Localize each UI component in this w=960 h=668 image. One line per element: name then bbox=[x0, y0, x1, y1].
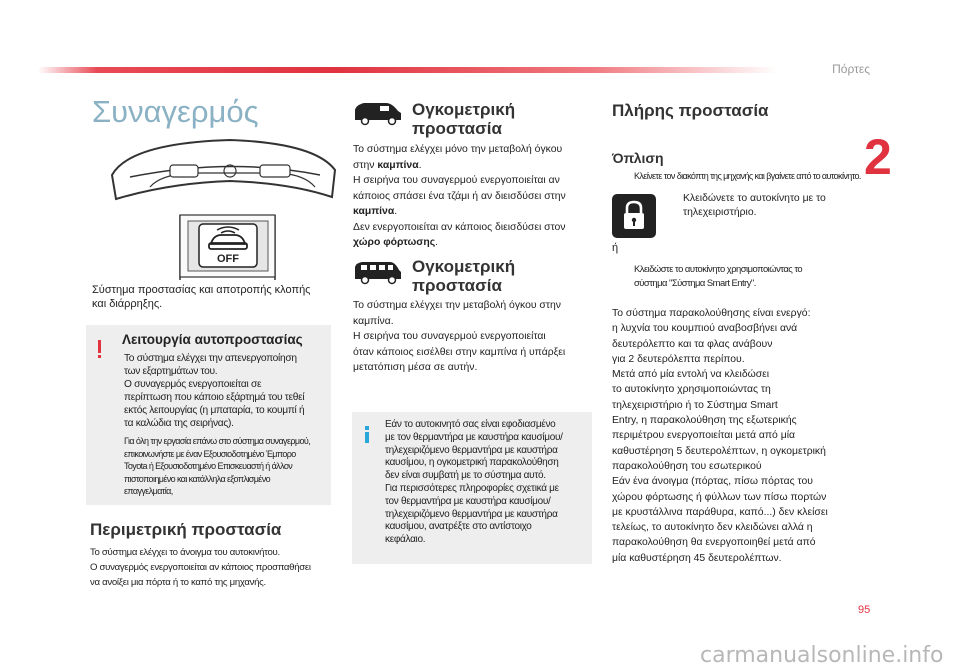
step-line: Κλειδώνετε το αυτοκίνητο με το bbox=[683, 193, 826, 204]
full-protection-heading bbox=[612, 101, 769, 120]
dashboard-alarm-illustration bbox=[110, 135, 340, 280]
volumetric-title-line: προστασία bbox=[412, 276, 502, 295]
info-line: Για περισσότερες πληροφορίες σχετικά με bbox=[385, 482, 559, 494]
text-segment: κάποιος σπάσει ένα τζάμι ή αν διεισδύσει στην bbox=[353, 190, 566, 202]
body-line: όταν κάποιος εισέλθει στην καμπίνα ή υπάρξει bbox=[353, 346, 566, 358]
page-number: 95 bbox=[858, 604, 871, 616]
note-title: Λειτουργία αυτοπροστασίας bbox=[122, 332, 303, 347]
body-line: Η σειρήνα του συναγερμού ενεργοποιείται bbox=[353, 331, 546, 342]
alarm-caption bbox=[92, 283, 332, 311]
volumetric-title-line: Ογκομετρική bbox=[412, 100, 516, 119]
note-line: πιστοποιημένο και κατάλληλα εξοπλισμένο bbox=[124, 473, 271, 484]
text-segment: στην bbox=[353, 159, 378, 171]
or-text: ή bbox=[612, 242, 619, 254]
step-text bbox=[683, 192, 826, 220]
body-line bbox=[353, 235, 593, 251]
body-line: παρακολούθηση του εσωτερικού bbox=[612, 460, 762, 472]
body-line: μετατόπιση μέσα σε αυτήν. bbox=[353, 362, 478, 373]
volumetric-title-line: προστασία bbox=[412, 119, 502, 138]
body-line: μία καθυστέρηση 45 δευτερολέπτων. bbox=[612, 552, 782, 564]
info-icon bbox=[364, 426, 370, 444]
perimeter-heading bbox=[90, 520, 281, 539]
info-body bbox=[385, 419, 590, 547]
info-line: δεν είναι συμβατή με το σύστημα αυτό. bbox=[385, 470, 546, 482]
text-segment: . bbox=[394, 206, 398, 217]
text-segment: Δεν ενεργοποιείται αν κάποιος διεισδύσει στον bbox=[353, 221, 566, 233]
body-line bbox=[353, 189, 593, 205]
info-line: καυσίμου, η ογκομετρική παρακολούθηση bbox=[385, 457, 559, 469]
note-line: επαγγελματία, bbox=[124, 486, 173, 496]
perimeter-line: να ανοίξει μια πόρτα ή το καπό της μηχανής. bbox=[90, 577, 266, 588]
perimeter-title: Περιμετρική προστασία bbox=[90, 520, 282, 539]
full-protection-title: Πλήρης προστασία bbox=[612, 101, 769, 120]
body-line bbox=[353, 142, 593, 158]
body-line: η λυχνία του κουμπιού αναβοσβήνει ανά bbox=[612, 323, 798, 335]
caption-line: και διάρρηξης. bbox=[92, 298, 163, 310]
lock-button-icon bbox=[612, 194, 656, 238]
info-line: κεφάλαιο. bbox=[385, 534, 426, 546]
body-line: χώρου φόρτωσης ή φύλλων των πίσω πορτών bbox=[612, 491, 827, 503]
body-line: δευτερόλεπτο και τα φλας ανάβουν bbox=[612, 338, 773, 350]
body-line: Μετά από μία εντολή να κλειδώσει bbox=[612, 369, 770, 381]
note-line: επικοινωνήστε με έναν Εξουσιοδοτημένο Έμπορο bbox=[124, 448, 296, 459]
body-line: Entry, η παρακολούθηση της εξωτερικής bbox=[612, 415, 797, 427]
step-text: Κλείνετε τον διακόπτη της μηχανής και βγαίνετε από το αυτοκίνητο. bbox=[634, 171, 861, 181]
note-line: Ο συναγερμός ενεργοποιείται σε bbox=[124, 379, 262, 390]
self-protection-note bbox=[86, 325, 331, 505]
body-line: τελείως, το αυτοκίνητο δεν κλειδώνει αλλά η bbox=[612, 522, 813, 534]
note-line: Για όλη την εργασία επάνω στο σύστημα συναγερμού, bbox=[124, 436, 311, 446]
info-line: τηλεχειριζόμενο θερμαντήρα με καυστήρα bbox=[385, 508, 558, 520]
body-line: τηλεχειριστήριο ή το Σύστημα Smart bbox=[612, 399, 778, 411]
text-segment: . bbox=[418, 159, 422, 171]
body-line: περιμέτρου ενεργοποιείται μετά από μία bbox=[612, 430, 796, 442]
heater-info-note bbox=[352, 412, 592, 564]
full-protection-body bbox=[612, 306, 862, 566]
arming-title: Όπλιση bbox=[612, 150, 664, 166]
info-line: τον θερμαντήρα με καυστήρα καυσίμου/ bbox=[385, 495, 551, 507]
body-line: το αυτοκίνητο χρησιμοποιώντας τη bbox=[612, 384, 771, 396]
warning-icon bbox=[96, 340, 104, 360]
watermark: carmanualsonline.info bbox=[700, 643, 944, 668]
caption-line: Σύστημα προστασίας και αποτροπής κλοπής bbox=[92, 284, 311, 296]
note-line: τα καλώδια της σειρήνας). bbox=[124, 418, 234, 429]
section-label: Πόρτες bbox=[832, 62, 870, 76]
chapter-number: 2 bbox=[864, 129, 892, 185]
body-line bbox=[353, 204, 593, 220]
note-line: περίπτωση που κάποιο εξάρτημά του τεθεί bbox=[124, 392, 305, 403]
van-icon bbox=[352, 100, 404, 126]
info-line: Εάν το αυτοκινητό σας είναι εφοδιασμένο bbox=[385, 419, 556, 430]
info-line: καυσίμου, ανατρέξτε στο αντίστοιχο bbox=[385, 521, 532, 533]
note-line: εκτός λειτουργίας (η μπαταρία, το κουμπί ή bbox=[124, 405, 305, 416]
body-line: παρακολούθηση θα ενεργοποιηθεί μετά από bbox=[612, 537, 816, 549]
text-segment: . bbox=[435, 237, 438, 248]
body-line: καθυστέρηση 5 δευτερολέπτων, η ογκομετρική bbox=[612, 445, 826, 457]
bold-term: χώρο φόρτωσης bbox=[353, 237, 436, 248]
text-segment: Το σύστημα ελέγχει μόνο την μεταβολή όγκου bbox=[353, 144, 563, 155]
volumetric-body-1 bbox=[353, 142, 593, 251]
body-line bbox=[353, 173, 593, 189]
bold-term: καμπίνα bbox=[353, 206, 395, 217]
off-label: OFF bbox=[217, 253, 239, 265]
body-line: με κρυστάλλινα παράθυρα, καπό...) δεν κλείσει bbox=[612, 506, 828, 518]
text-segment: Η σειρήνα του συναγερμού ενεργοποιείται αν bbox=[353, 175, 560, 186]
body-line: Το σύστημα παρακολούθησης είναι ενεργό: bbox=[612, 308, 811, 319]
note-body bbox=[124, 352, 329, 498]
body-line: για 2 δευτερόλεπτα περίπου. bbox=[612, 353, 745, 365]
step-line: Κλειδώστε το αυτοκίνητο χρησιμοποιώντας το bbox=[634, 263, 803, 274]
header-accent-bar bbox=[38, 67, 778, 73]
perimeter-line: Ο συναγερμός ενεργοποιείται αν κάποιος προσπαθήσει bbox=[90, 562, 311, 573]
bold-term: καμπίνα bbox=[377, 159, 419, 171]
info-line: τηλεχειριζόμενο θερμαντήρα με καυστήρα bbox=[385, 444, 558, 456]
body-line bbox=[353, 158, 593, 174]
step-line: σύστημα "Σύστημα Smart Entry". bbox=[634, 277, 756, 288]
body-line: Εάν ένα άνοιγμα (πόρτας, πίσω πόρτας του bbox=[612, 476, 813, 488]
body-line: καμπίνα. bbox=[353, 315, 394, 327]
perimeter-line: Το σύστημα ελέγχει το άνοιγμα του αυτοκινήτου. bbox=[90, 547, 280, 558]
page-title: Συναγερμός bbox=[92, 94, 259, 129]
step-text bbox=[634, 262, 802, 290]
note-line: Το σύστημα ελέγχει την απενεργοποίηση bbox=[124, 353, 297, 364]
perimeter-body bbox=[90, 545, 335, 590]
volumetric-body-2 bbox=[353, 298, 593, 376]
body-line bbox=[353, 220, 593, 236]
volumetric-title-1 bbox=[412, 100, 515, 138]
body-line: Το σύστημα ελέγχει την μεταβολή όγκου στην bbox=[353, 300, 561, 311]
volumetric-title-line: Ογκομετρική bbox=[412, 257, 516, 276]
step-line: τηλεχειριστήριο. bbox=[683, 207, 757, 218]
info-line: με τον θερμαντήρα με καυστήρα καυσίμου/ bbox=[385, 431, 563, 443]
note-line: Toyota ή Εξουσιοδοτημένο Επισκευαστή ή άλλον bbox=[124, 461, 293, 471]
note-line: των εξαρτημάτων του. bbox=[124, 366, 218, 377]
minibus-icon bbox=[352, 259, 404, 285]
volumetric-title-2 bbox=[412, 257, 515, 295]
